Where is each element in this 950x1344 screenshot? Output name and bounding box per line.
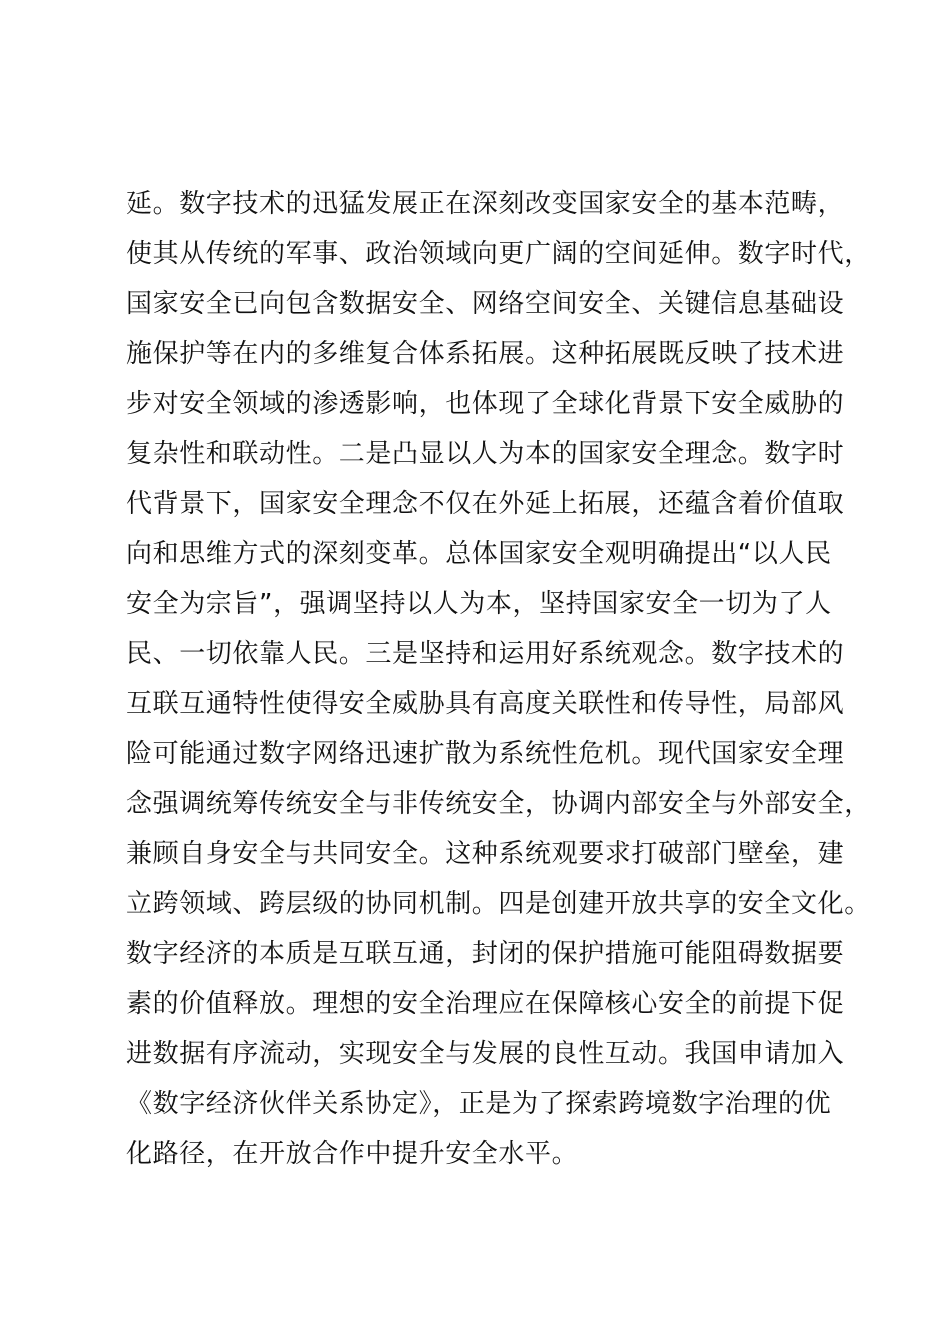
text-line: 化路径，在开放合作中提升安全水平。 bbox=[126, 1139, 579, 1169]
text-line: 兼顾自身安全与共同安全。这种系统观要求打破部门壁垒，建 bbox=[126, 839, 845, 869]
text-line: 互联互通特性使得安全威胁具有高度关联性和传导性，局部风 bbox=[126, 689, 845, 719]
text-line: 代背景下，国家安全理念不仅在外延上拓展，还蕴含着价值取 bbox=[126, 489, 845, 519]
text-line: 施保护等在内的多维复合体系拓展。这种拓展既反映了技术进 bbox=[126, 339, 845, 369]
text-line: 延。数字技术的迅猛发展正在深刻改变国家安全的基本范畴， bbox=[126, 189, 845, 219]
text-line: 向和思维方式的深刻变革。总体国家安全观明确提出“以人民 bbox=[126, 539, 832, 569]
text-line: 数字经济的本质是互联互通，封闭的保护措施可能阻碍数据要 bbox=[126, 939, 845, 969]
text-line: 险可能通过数字网络迅速扩散为系统性危机。现代国家安全理 bbox=[126, 739, 845, 769]
text-line: 安全为宗旨”，强调坚持以人为本，坚持国家安全一切为了人 bbox=[126, 589, 832, 619]
text-line: 素的价值释放。理想的安全治理应在保障核心安全的前提下促 bbox=[126, 989, 845, 1019]
text-line: 进数据有序流动，实现安全与发展的良性互动。我国申请加入 bbox=[126, 1039, 845, 1069]
text-line: 立跨领域、跨层级的协同机制。四是创建开放共享的安全文化。 bbox=[126, 889, 871, 919]
text-line: 民、一切依靠人民。三是坚持和运用好系统观念。数字技术的 bbox=[126, 639, 845, 669]
text-line: 复杂性和联动性。二是凸显以人为本的国家安全理念。数字时 bbox=[126, 439, 845, 469]
body-paragraph bbox=[126, 179, 871, 1179]
text-line: 念强调统筹传统安全与非传统安全，协调内部安全与外部安全， bbox=[126, 789, 871, 819]
text-line: 国家安全已向包含数据安全、网络空间安全、关键信息基础设 bbox=[126, 289, 845, 319]
text-line: 使其从传统的军事、政治领域向更广阔的空间延伸。数字时代， bbox=[126, 239, 871, 269]
text-line: 《数字经济伙伴关系协定》，正是为了探索跨境数字治理的优 bbox=[126, 1089, 832, 1119]
text-line: 步对安全领域的渗透影响，也体现了全球化背景下安全威胁的 bbox=[126, 389, 845, 419]
